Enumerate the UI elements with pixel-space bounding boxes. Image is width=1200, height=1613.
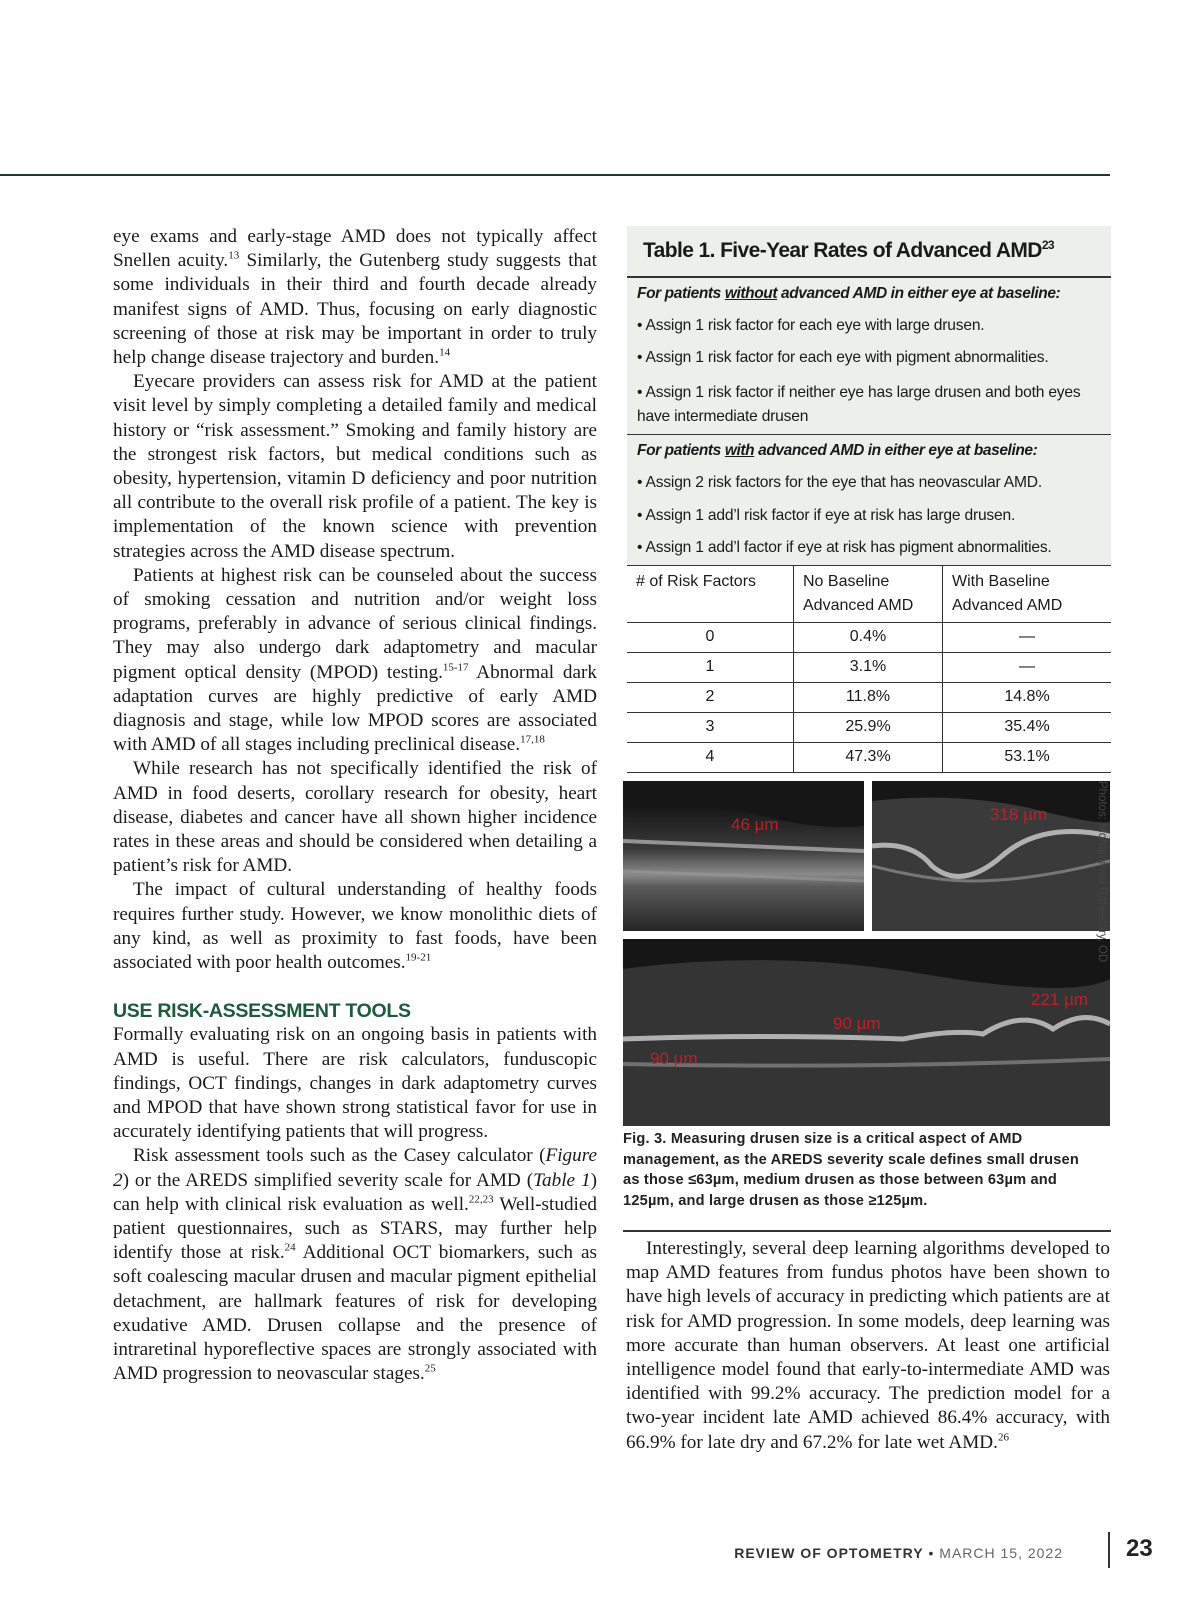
list-item: • Assign 1 add’l risk factor if eye at risk has large drusen. <box>637 506 1016 524</box>
section-heading: USE RISK-ASSESSMENT TOOLS <box>113 1000 411 1023</box>
photo-credit: Photos: Mohammad Rafieetary, OD <box>1096 781 1108 963</box>
oct-scan-graphic <box>623 781 864 931</box>
oct-scan-graphic <box>872 781 1110 931</box>
paragraph: The impact of cultural understanding of healthy foods requires further study. However, we know monolithic diets of any kind, as well as proximity to fast foods, have been associated with poor health outcomes.$^{19-21}$ <box>113 879 597 974</box>
table-cell: 25.9% <box>794 712 943 742</box>
measurement-label: 46 µm <box>731 815 779 834</box>
oct-image-1 <box>623 781 864 931</box>
divider <box>623 1230 1111 1232</box>
table-cell: 0 <box>627 622 794 652</box>
paragraph: eye exams and early-stage AMD does not typically affect Snellen acuity.$^{13}$ Similarly, the Gutenberg study suggests that some individuals in their third and fourth decade already manifest signs of AMD. Thus, focusing on early diagnostic screening of those at risk may be important in order to truly help change disease trajectory and burden.$^{14}$ <box>113 226 597 369</box>
paragraph: While research has not specifically identified the risk of AMD in food deserts, corollary research for obesity, heart disease, diabetes and cancer have all shown higher incidence rates in these areas and should be considered when detailing a patient’s risk for AMD. <box>113 758 597 877</box>
list-item: • Assign 2 risk factors for the eye that has neovascular AMD. <box>637 474 1042 491</box>
footer-bullet: • <box>923 1545 940 1561</box>
table-row <box>627 622 1111 652</box>
table-cell: 11.8% <box>794 682 943 712</box>
list-item: • Assign 1 risk factor for each eye with large drusen. <box>637 316 985 334</box>
issue-date: MARCH 15, 2022 <box>939 1545 1063 1561</box>
table-cell: 3 <box>627 712 794 742</box>
group-heading-with: For patients with advanced AMD in either eye at baseline: <box>637 442 1038 459</box>
table-row <box>627 682 1111 712</box>
table-cell: — <box>943 652 1112 682</box>
group-heading-without: For patients without advanced AMD in either eye at baseline: <box>637 284 1061 302</box>
column-header: # of Risk Factors <box>627 565 794 622</box>
oct-image-3 <box>623 939 1110 1126</box>
table-row <box>627 712 1111 742</box>
figure-caption: Fig. 3. Measuring drusen size is a critical aspect of AMD management, as the AREDS severity scale defines small drusen as those ≤63µm, medium drusen as those between 63µm and 125µm, and large drusen as those ≥125µm. <box>623 1131 1079 1209</box>
paragraph: Patients at highest risk can be counseled about the success of smoking cessation and nutrition and/or weight loss programs, preferably in advance of serious clinical findings. They may also undergo dark adaptometry and macular pigment optical density (MPOD) testing.$^{15-17}$ Abnormal dark adaptation curves are highly predictive of early AMD diagnosis and stage, while low MPOD scores are associated with AMD of all stages including preclinical disease.$^{17,18}$ <box>113 564 597 756</box>
list-item: • Assign 1 add’l factor if eye at risk has pigment abnormalities. <box>637 539 1052 556</box>
table-cell: 4 <box>627 742 794 772</box>
table-cell: 1 <box>627 652 794 682</box>
footer-divider <box>1108 1532 1110 1568</box>
table-cell: 47.3% <box>794 742 943 772</box>
right-column-text <box>626 1237 1110 1455</box>
column-header: No Baseline Advanced AMD <box>794 565 943 622</box>
measurement-label: 90 µm <box>650 1049 698 1068</box>
table-row <box>627 742 1111 772</box>
publication-name: REVIEW OF OPTOMETRY <box>734 1545 924 1561</box>
header-rule <box>0 174 1110 176</box>
table-cell: 35.4% <box>943 712 1112 742</box>
table-header-row <box>627 565 1111 622</box>
measurement-label: 221 µm <box>1031 990 1089 1009</box>
oct-image-2 <box>872 781 1110 931</box>
column-header: With Baseline Advanced AMD <box>943 565 1112 622</box>
paragraph: Eyecare providers can assess risk for AMD at the patient visit level by simply completing a detailed family and medical history or “risk assessment.” Smoking and family history are the strongest risk factors, but medical conditions such as obesity, hypertension, vitamin D deficiency and poor nutrition all contribute to the overall risk profile of a patient. The key is implementation of the known science with prevention strategies across the AMD disease spectrum. <box>113 371 597 562</box>
table-cell: 3.1% <box>794 652 943 682</box>
table-cell: 53.1% <box>943 742 1112 772</box>
table-cell: 2 <box>627 682 794 712</box>
table-cell: 14.8% <box>943 682 1112 712</box>
measurement-label: 90 µm <box>833 1014 881 1033</box>
table-row <box>627 652 1111 682</box>
table-cell: — <box>943 622 1112 652</box>
list-item: • Assign 1 risk factor if neither eye has large drusen and both eyes have intermediate drusen <box>637 383 1081 425</box>
risk-factor-table <box>627 565 1111 773</box>
page-number: 23 <box>1126 1535 1153 1562</box>
left-column <box>113 225 597 1386</box>
table-1 <box>627 226 1111 773</box>
table-title: Table 1. Five-Year Rates of Advanced AMD$^{23}$ <box>643 238 1055 262</box>
measurement-label: 318 µm <box>990 805 1048 824</box>
paragraph: Risk assessment tools such as the Casey calculator (Figure 2) or the AREDS simplified severity scale for AMD (Table 1) can help with clinical risk evaluation as well.$^{22,23}$ Well-studied patient questionnaires, such as STARS, may further help identify those at risk.$^{24}$ Additional OCT biomarkers, such as soft coalescing macular drusen and macular pigment epithelial detachment, are hallmark features of risk for developing exudative AMD. Drusen collapse and the presence of intraretinal hyporeflective spaces are strongly associated with AMD progression to neovascular stages.$^{25}$ <box>113 1145 597 1385</box>
paragraph: Formally evaluating risk on an ongoing basis in patients with AMD is useful. There are risk calculators, funduscopic findings, OCT findings, changes in dark adaptometry curves and MPOD that have shown strong statistical favor for use in accurately identifying patients that will progress. <box>113 1024 597 1143</box>
page-footer <box>734 1545 1063 1561</box>
list-item: • Assign 1 risk factor for each eye with pigment abnormalities. <box>637 349 1049 366</box>
table-cell: 0.4% <box>794 622 943 652</box>
paragraph: Interestingly, several deep learning algorithms developed to map AMD features from fundus photos have been shown to have high levels of accuracy in predicting which patients are at risk for AMD progression. In some models, deep learning was more accurate than human observers. At least one artificial intelligence model found that early-to-intermediate AMD was identified with 99.2% accuracy. The prediction model for a two-year incident late AMD achieved 86.4% accuracy, with 66.9% for late dry and 67.2% for late wet AMD.$^{26}$ <box>626 1238 1110 1453</box>
